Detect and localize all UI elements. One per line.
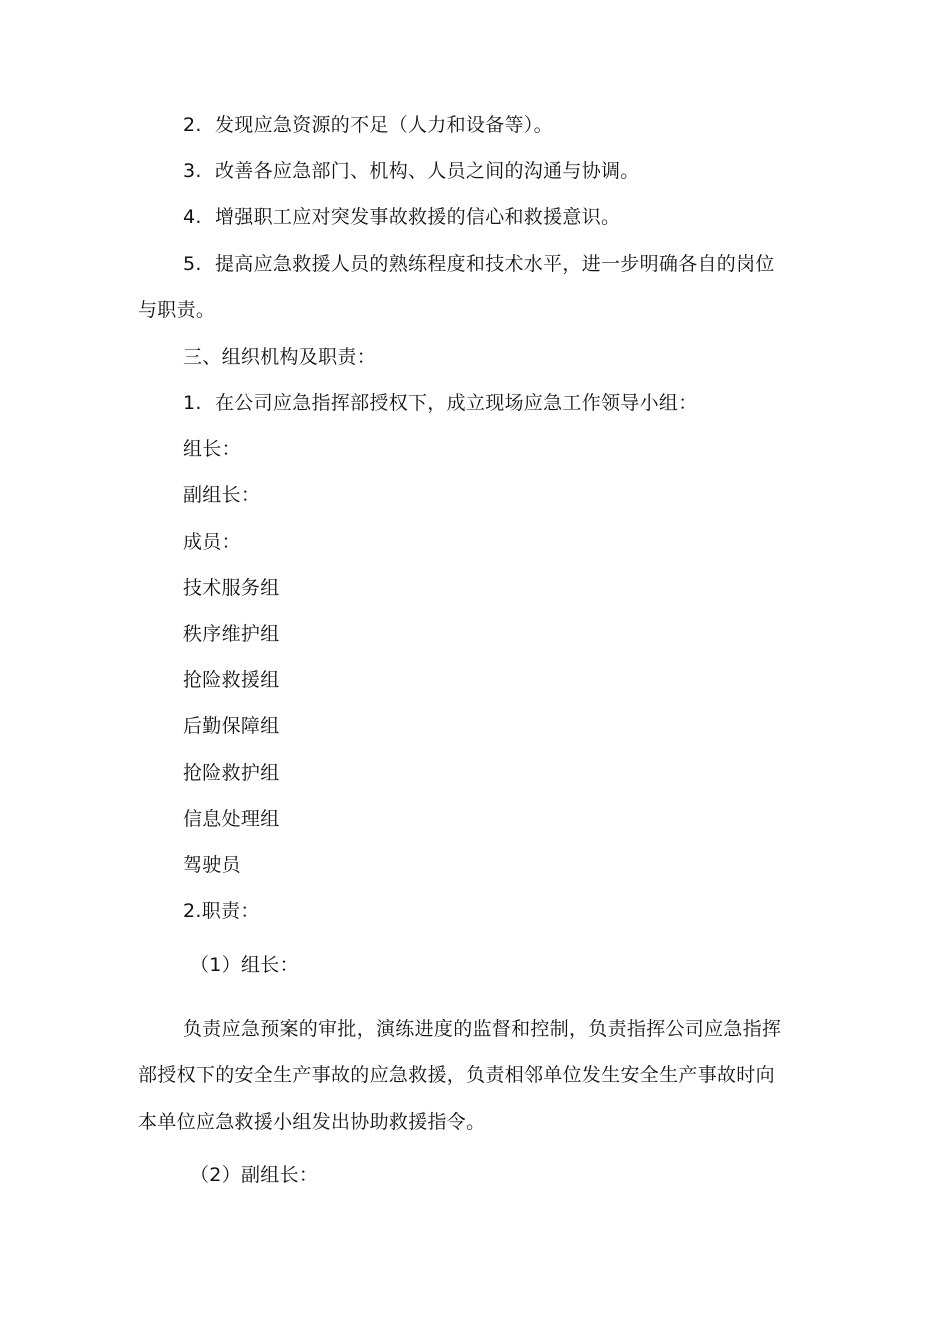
group-rescue-care: 抢险救护组 bbox=[183, 762, 280, 784]
group-rescue: 抢险救援组 bbox=[183, 669, 280, 691]
section-heading: 三、组织机构及职责： bbox=[183, 346, 377, 368]
list-item-4 bbox=[183, 203, 620, 231]
role-leader: 组长： bbox=[183, 438, 241, 460]
role-members: 成员： bbox=[183, 531, 241, 553]
role-deputy-leader: 副组长： bbox=[183, 484, 261, 506]
list-number: 2. bbox=[183, 114, 202, 136]
list-text: 发现应急资源的不足（人力和设备等）。 bbox=[215, 114, 553, 136]
paragraph-line: 负责应急预案的审批，演练进度的监督和控制，负责指挥公司应急指挥 bbox=[183, 1018, 782, 1040]
list-text: 增强职工应对突发事故救援的信心和救援意识。 bbox=[215, 206, 621, 228]
list-item-3 bbox=[183, 157, 640, 185]
paragraph-line: 本单位应急救援小组发出协助救援指令。 bbox=[138, 1111, 486, 1133]
list-item-2 bbox=[183, 111, 553, 139]
list-item-5-continuation: 与职责。 bbox=[138, 299, 216, 321]
group-information: 信息处理组 bbox=[183, 808, 280, 830]
duty-heading-deputy: （2）副组长： bbox=[190, 1164, 319, 1186]
duty-heading-leader: （1）组长： bbox=[190, 954, 299, 976]
list-number: 4. bbox=[183, 206, 202, 228]
list-text: 提高应急救援人员的熟练程度和技术水平，进一步明确各自的岗位 bbox=[215, 253, 775, 275]
group-tech-service: 技术服务组 bbox=[183, 577, 280, 599]
list-number: 3. bbox=[183, 160, 202, 182]
group-logistics: 后勤保障组 bbox=[183, 715, 280, 737]
list-text: 在公司应急指挥部授权下，成立现场应急工作领导小组： bbox=[215, 392, 698, 414]
list-item-1 bbox=[183, 389, 698, 417]
subsection-heading: 2.职责： bbox=[183, 900, 260, 922]
list-number: 5. bbox=[183, 253, 202, 275]
list-item-5 bbox=[183, 250, 775, 278]
list-number: 1. bbox=[183, 392, 202, 414]
paragraph-line: 部授权下的安全生产事故的应急救援，负责相邻单位发生安全生产事故时向 bbox=[138, 1064, 775, 1086]
role-driver: 驾驶员 bbox=[183, 854, 241, 876]
list-text: 改善各应急部门、机构、人员之间的沟通与协调。 bbox=[215, 160, 640, 182]
group-order-maintenance: 秩序维护组 bbox=[183, 623, 280, 645]
